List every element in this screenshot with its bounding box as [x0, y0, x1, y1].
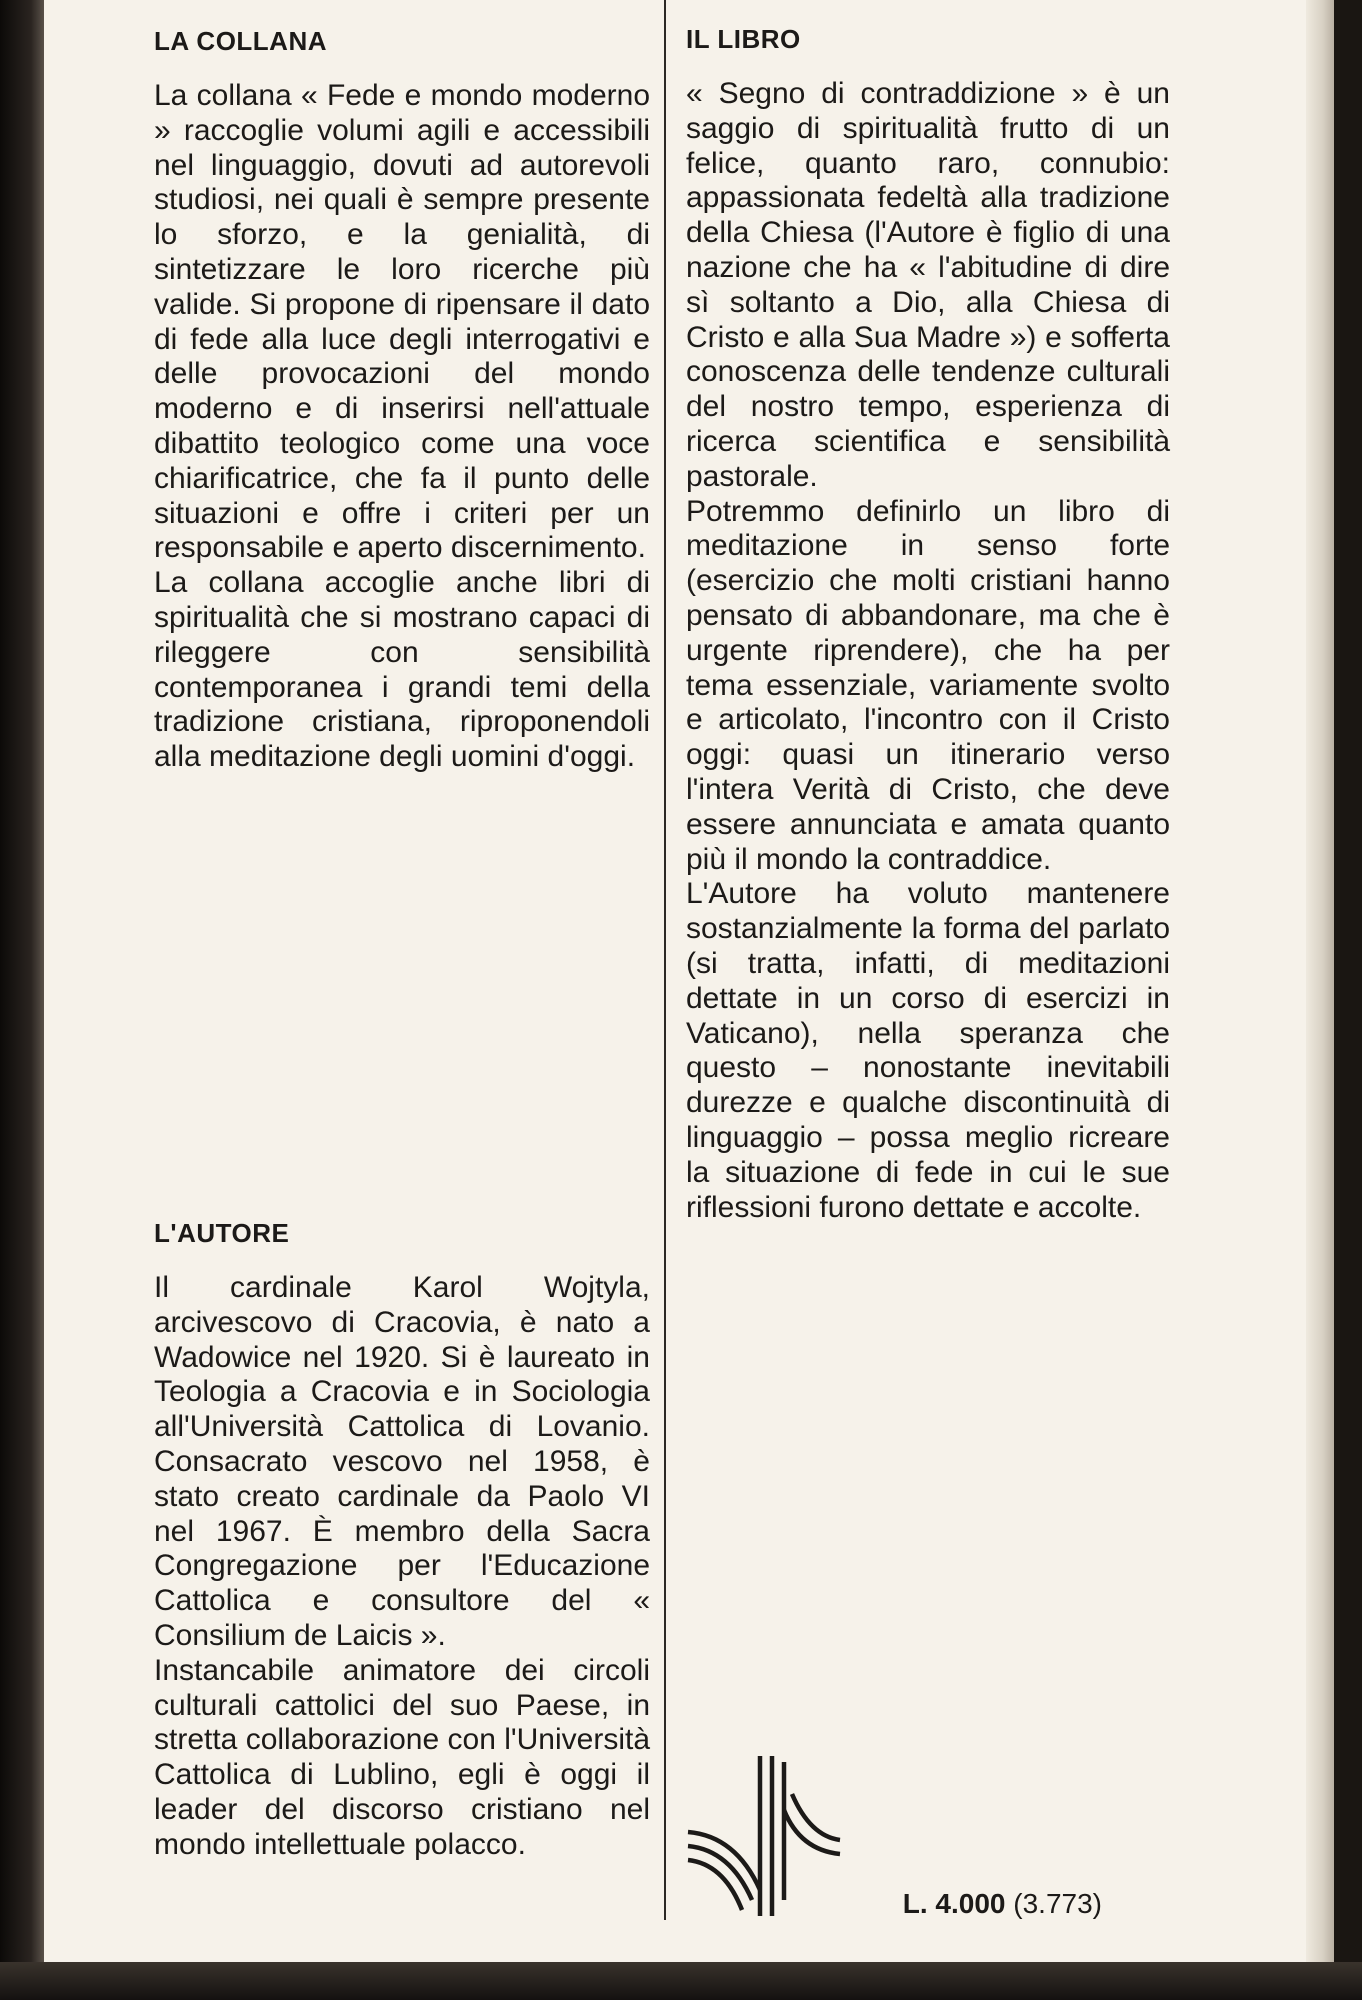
book-back-cover	[44, 0, 1334, 1962]
price-code: (3.773)	[1013, 1888, 1102, 1919]
price-label	[903, 1888, 1102, 1920]
autore-text	[154, 1271, 650, 1863]
libro-paragraph-1: « Segno di contraddizione » è un saggio di spiritualità frutto di un felice, quanto raro, connubio: appassionata fedeltà alla tradizione della Chiesa (l'Autore è figlio di una nazione che ha « l'abitudine di dire sì soltanto a Dio, alla Chiesa di Cristo e alla Sua Madre ») e sofferta conoscenza delle tendenze culturali del nostro tempo, esperienza di ricerca scientifica e sensibilità pastorale.	[686, 77, 1170, 493]
cover-bottom-edge	[0, 1962, 1362, 2000]
column-divider	[664, 0, 666, 1920]
section-il-libro	[686, 24, 1170, 1225]
libro-paragraph-2: Potremmo definirlo un libro di meditazione in senso forte (esercizio che molti cristiani hanno pensato di abbandonare, ma che è urgente riprendere), che ha per tema essenziale, variamente svolto e articolato, l'incontro con il Cristo oggi: quasi un itinerario verso l'intera Verità di Cristo, che deve essere annunciata e amata quanto più il mondo la contraddice.	[686, 494, 1170, 876]
libro-paragraph-3: L'Autore ha voluto mantenere sostanzialmente la forma del parlato (si tratta, infatti, di meditazioni dettate in un corso di esercizi in Vaticano), nella speranza che questo – nonostante inevitabili durezze e qualche discontinuità di linguaggio – possa meglio ricreare la situazione di fede in cui le sue riflessioni furono dettate e accolte.	[686, 877, 1170, 1224]
heading-il-libro: IL LIBRO	[686, 24, 801, 54]
collana-paragraph-2: La collana accoglie anche libri di spiritualità che si mostrano capaci di rileggere con sensibilità contemporanea i grandi temi della tradizione cristiana, riproponendoli alla meditazione degli uomini d'oggi.	[154, 566, 650, 774]
collana-paragraph-1: La collana « Fede e mondo moderno » raccoglie volumi agili e accessibili nel linguaggio, dovuti ad autorevoli studiosi, nei quali è sempre presente lo sforzo, e la genialità, di sintetizzare le loro ricerche più valide. Si propone di ripensare il dato di fede alla luce degli interrogativi e delle provocazioni del mondo moderno e di inserirsi nell'attuale dibattito teologico come una voce chiarificatrice, che fa il punto delle situazioni e offre i criteri per un responsabile e aperto discernimento.	[154, 79, 650, 565]
autore-paragraph-2: Instancabile animatore dei circoli culturali cattolici del suo Paese, in stretta collaborazione con l'Università Cattolica di Lublino, egli è oggi il leader del discorso cristiano nel mondo intellettuale polacco.	[154, 1653, 650, 1861]
autore-paragraph-1: Il cardinale Karol Wojtyla, arcivescovo di Cracovia, è nato a Wadowice nel 1920. Si è laureato in Teologia a Cracovia e in Sociologia all'Università Cattolica di Lovanio. Consacrato vescovo nel 1958, è stato creato cardinale da Paolo VI nel 1967. È membro della Sacra Congregazione per l'Educazione Cattolica e consultore del « Consilium de Laicis ».	[154, 1271, 650, 1652]
section-l-autore	[154, 1218, 650, 1863]
heading-l-autore: L'AUTORE	[154, 1218, 290, 1248]
book-spine-shadow	[0, 0, 44, 2000]
cover-right-edge	[1306, 0, 1334, 1962]
publisher-logo-icon	[684, 1750, 844, 1920]
section-la-collana	[154, 26, 650, 775]
libro-text	[686, 77, 1170, 1225]
price-main: L. 4.000	[902, 1888, 1006, 1919]
heading-la-collana: LA COLLANA	[154, 26, 328, 56]
collana-text	[154, 79, 650, 775]
